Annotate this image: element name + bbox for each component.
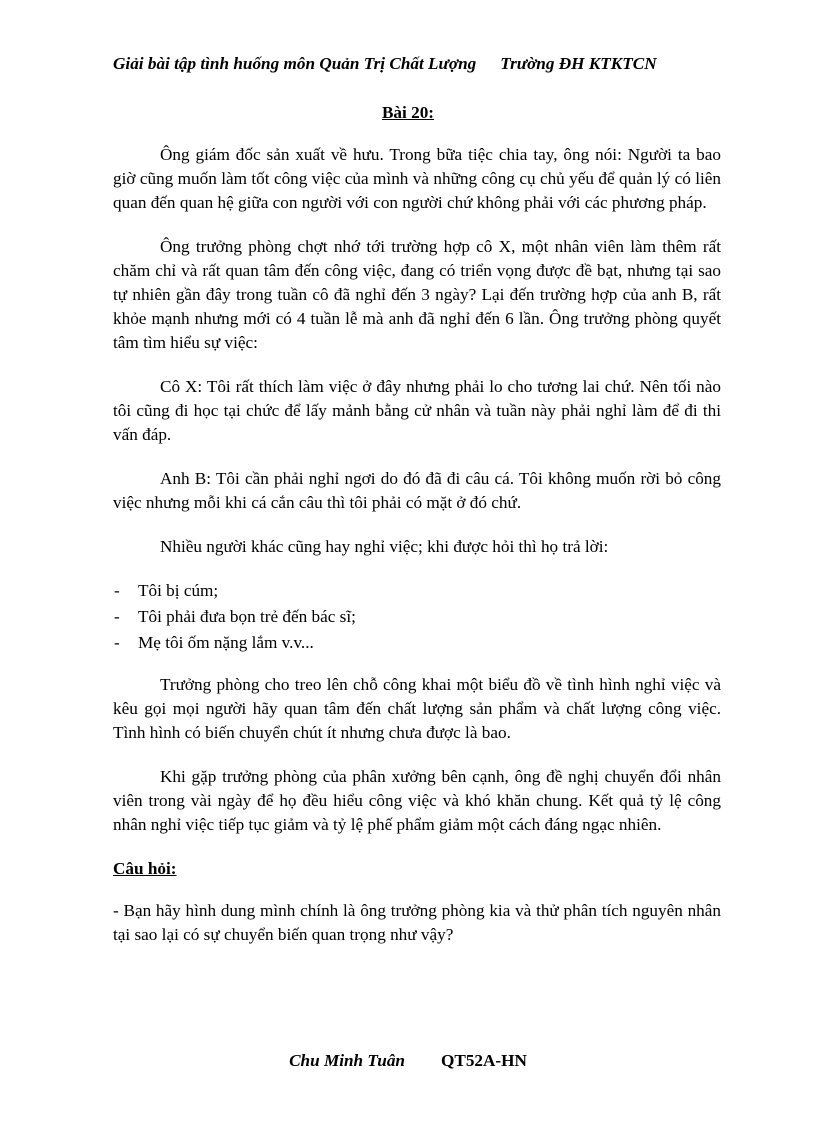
list-item: - Tôi phải đưa bọn trẻ đến bác sĩ; (113, 605, 721, 629)
document-body (113, 143, 721, 967)
list-item: - Tôi bị cúm; (113, 579, 721, 603)
page-header (113, 54, 657, 74)
paragraph-result: Khi gặp trưởng phòng của phân xưởng bên cạnh, ông đề nghị chuyển đổi nhân viên trong vài ngày để họ đều hiểu công việc và khó khăn chung. Kết quả tỷ lệ công nhân nghỉ việc tiếp tục giảm và tỷ lệ phế phẩm giảm một cách đáng ngạc nhiên. (113, 767, 721, 834)
paragraph-anh-b: Anh B: Tôi cần phải nghỉ ngơi do đó đã đi câu cá. Tôi không muốn rời bỏ công việc nhưng mỗi khi cá cắn câu thì tôi phải có mặt ở đó chứ. (113, 469, 721, 512)
paragraph-chart: Trưởng phòng cho treo lên chỗ công khai một biểu đồ về tình hình nghỉ việc và kêu gọi mọi người hãy quan tâm đến chất lượng sản phẩm và chất lượng công việc. Tình hình có biến chuyển chút ít nhưng chưa được là bao. (113, 675, 721, 742)
paragraph-manager: Ông trưởng phòng chợt nhớ tới trường hợp cô X, một nhân viên làm thêm rất chăm chỉ và rất quan tâm đến công việc, đang có triển vọng được đề bạt, nhưng tại sao tự nhiên gần đây trong tuần cô đã nghỉ đến 3 ngày? Lại đến trường hợp của anh B, rất khỏe mạnh nhưng mới có 4 tuần lễ mà anh đã nghỉ đến 6 lần. Ông trưởng phòng quyết tâm tìm hiểu sự việc: (113, 237, 721, 352)
question-text: - Bạn hãy hình dung mình chính là ông trưởng phòng kia và thử phân tích nguyên nhân tại sao lại có sự chuyển biến quan trọng như vậy? (113, 901, 721, 944)
school-name: Trường ĐH KTKTCN (500, 54, 657, 73)
paragraph-others: Nhiều người khác cũng hay nghỉ việc; khi được hỏi thì họ trả lời: (160, 537, 609, 556)
paragraph-co-x: Cô X: Tôi rất thích làm việc ở đây nhưng phải lo cho tương lai chứ. Nên tối nào tôi cũng đi học tại chức để lấy mảnh bằng cử nhân và tuần này phải nghỉ làm để đi thi vấn đáp. (113, 377, 721, 444)
paragraph-intro: Ông giám đốc sản xuất về hưu. Trong bữa tiệc chia tay, ông nói: Người ta bao giờ cũng muốn làm tốt công việc của mình và những công cụ chủ yếu để quản lý có liên quan đến quan hệ giữa con người với con người chứ không phải với các phương pháp. (113, 145, 721, 212)
author-name: Chu Minh Tuân (289, 1051, 405, 1070)
exercise-title: Bài 20: (381, 103, 435, 122)
class-code: QT52A-HN (441, 1051, 527, 1070)
course-title: Giải bài tập tình huống môn Quản Trị Chất Lượng (113, 54, 477, 73)
list-item: - Mẹ tôi ốm nặng lắm v.v... (113, 631, 721, 655)
question-heading: Câu hỏi: (113, 859, 177, 878)
excuse-list (113, 579, 721, 655)
page-footer (0, 1051, 816, 1071)
